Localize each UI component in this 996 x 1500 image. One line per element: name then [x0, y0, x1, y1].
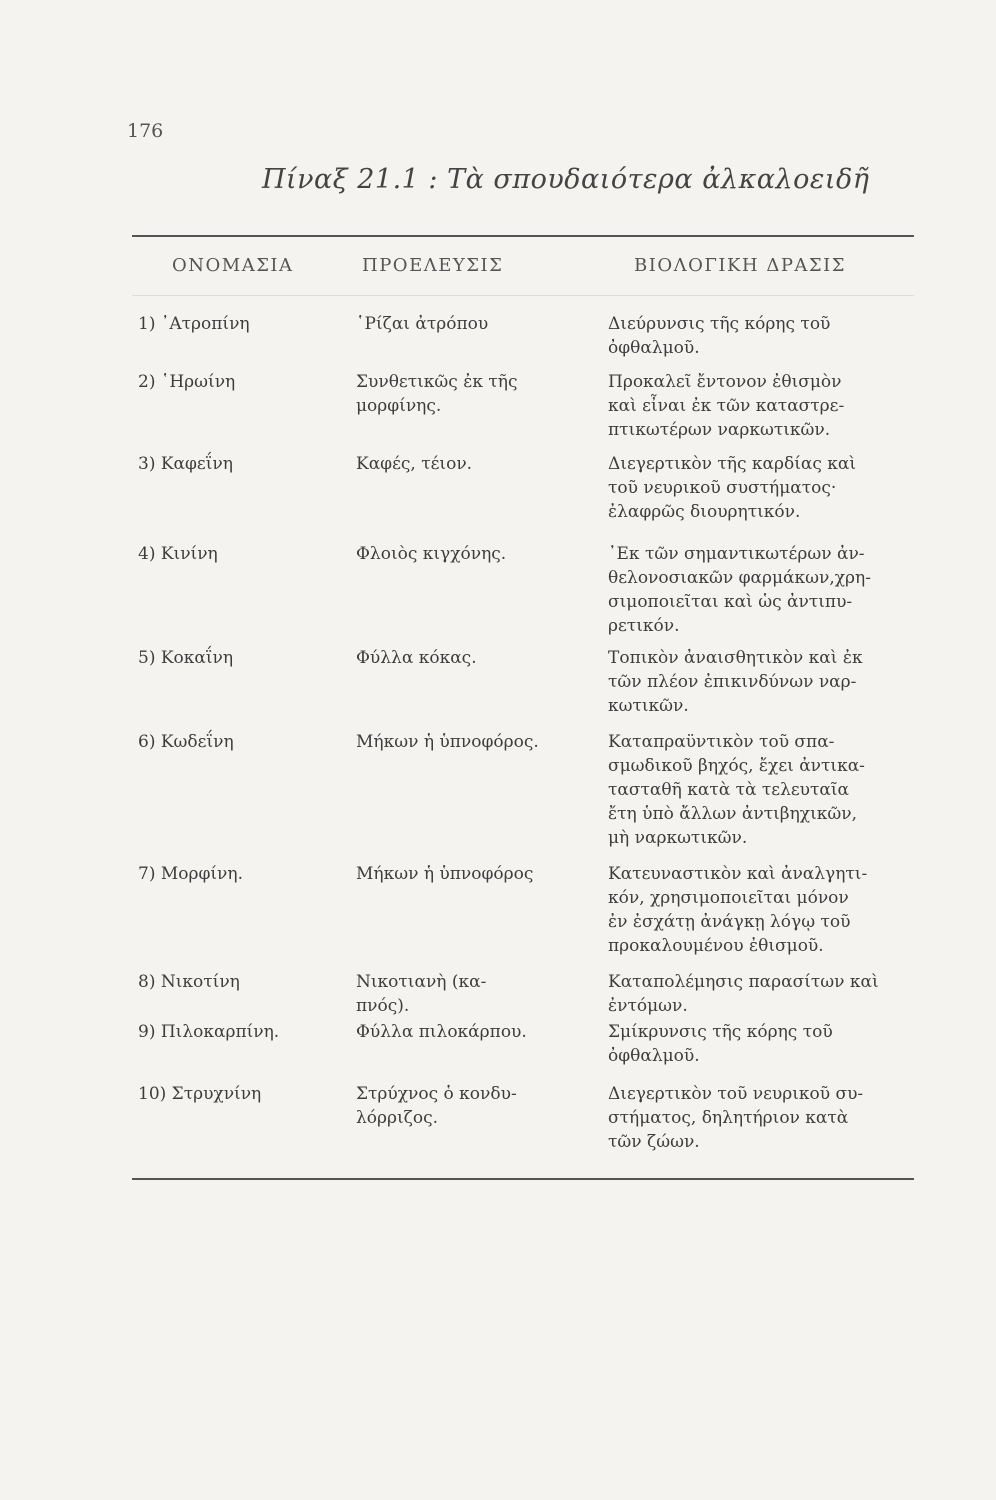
- row-source: Στρύχνος ὁ κονδυ- λόρριζος.: [356, 1084, 517, 1128]
- row-name: 7) Μορφίνη.: [138, 864, 243, 884]
- row-action: Καταπραϋντικὸν τοῦ σπα- σμωδικοῦ βηχός, ἔχει ἀντικα- τασταθῆ κατὰ τὰ τελευταῖα ἔτη ὑπὸ ἄλλων ἀντιβηχικῶν, μὴ ναρκωτικῶν.: [608, 732, 865, 848]
- header-source: ΠΡΟΕΛΕΥΣΙΣ: [362, 255, 504, 276]
- row-name: 9) Πιλοκαρπίνη.: [138, 1022, 280, 1042]
- row-name: 6) Κωδεΐνη: [138, 732, 234, 752]
- row-name: 1) ᾿Ατροπίνη: [138, 314, 250, 334]
- row-source: Συνθετικῶς ἐκ τῆς μορφίνης.: [356, 372, 518, 416]
- row-name: 5) Κοκαΐνη: [138, 648, 234, 668]
- row-action: Διεύρυνσις τῆς κόρης τοῦ ὀφθαλμοῦ.: [608, 314, 831, 358]
- row-source: Μήκων ἡ ὑπνοφόρος.: [356, 732, 539, 752]
- page-number: 176: [127, 120, 164, 142]
- header-rule: [132, 295, 914, 296]
- row-source: Φλοιὸς κιγχόνης.: [356, 544, 507, 564]
- row-source: Καφές, τέιον.: [356, 454, 473, 474]
- row-action: ᾿Εκ τῶν σημαντικωτέρων ἀν- θελονοσιακῶν φαρμάκων,χρη- σιμοποιεῖται καὶ ὡς ἀντιπυ- ρετικόν.: [608, 544, 871, 636]
- row-action: Καταπολέμησις παρασίτων καὶ ἐντόμων.: [608, 972, 879, 1016]
- row-source: ῾Ρίζαι ἀτρόπου: [356, 314, 489, 334]
- row-source: Φύλλα πιλοκάρπου.: [356, 1022, 527, 1042]
- row-name: 3) Καφεΐνη: [138, 454, 233, 474]
- row-action: Σμίκρυνσις τῆς κόρης τοῦ ὀφθαλμοῦ.: [608, 1022, 833, 1066]
- row-action: Διεγερτικὸν τῆς καρδίας καὶ τοῦ νευρικοῦ συστήματος· ἐλαφρῶς διουρητικόν.: [608, 454, 857, 522]
- header-action: ΒΙΟΛΟΓΙΚΗ ΔΡΑΣΙΣ: [634, 255, 846, 276]
- row-source: Φύλλα κόκας.: [356, 648, 477, 668]
- row-source: Μήκων ἡ ὑπνοφόρος: [356, 864, 534, 884]
- table-top-rule: [132, 235, 914, 237]
- table-bottom-rule: [132, 1178, 914, 1180]
- row-action: Διεγερτικὸν τοῦ νευρικοῦ συ- στήματος, δηλητήριον κατὰ τῶν ζώων.: [608, 1084, 864, 1152]
- row-action: Προκαλεῖ ἔντονον ἐθισμὸν καὶ εἶναι ἐκ τῶν καταστρε- πτικωτέρων ναρκωτικῶν.: [608, 372, 845, 440]
- header-name: ΟΝΟΜΑΣΙΑ: [172, 255, 294, 276]
- row-name: 4) Κινίνη: [138, 544, 218, 564]
- row-name: 8) Νικοτίνη: [138, 972, 240, 992]
- row-name: 10) Στρυχνίνη: [138, 1084, 262, 1104]
- row-action: Τοπικὸν ἀναισθητικὸν καὶ ἐκ τῶν πλέον ἐπικινδύνων ναρ- κωτικῶν.: [608, 648, 863, 716]
- row-name: 2) ῾Ηρωίνη: [138, 372, 236, 392]
- row-source: Νικοτιανὴ (κα- πνός).: [356, 972, 487, 1016]
- table-title: Πίναξ 21.1 : Τὰ σπουδαιότερα ἀλκαλοειδῆ: [262, 164, 870, 195]
- row-action: Κατευναστικὸν καὶ ἀναλγητι- κόν, χρησιμοποιεῖται μόνον ἐν ἐσχάτῃ ἀνάγκῃ λόγῳ τοῦ προκαλουμένου ἐθισμοῦ.: [608, 864, 868, 956]
